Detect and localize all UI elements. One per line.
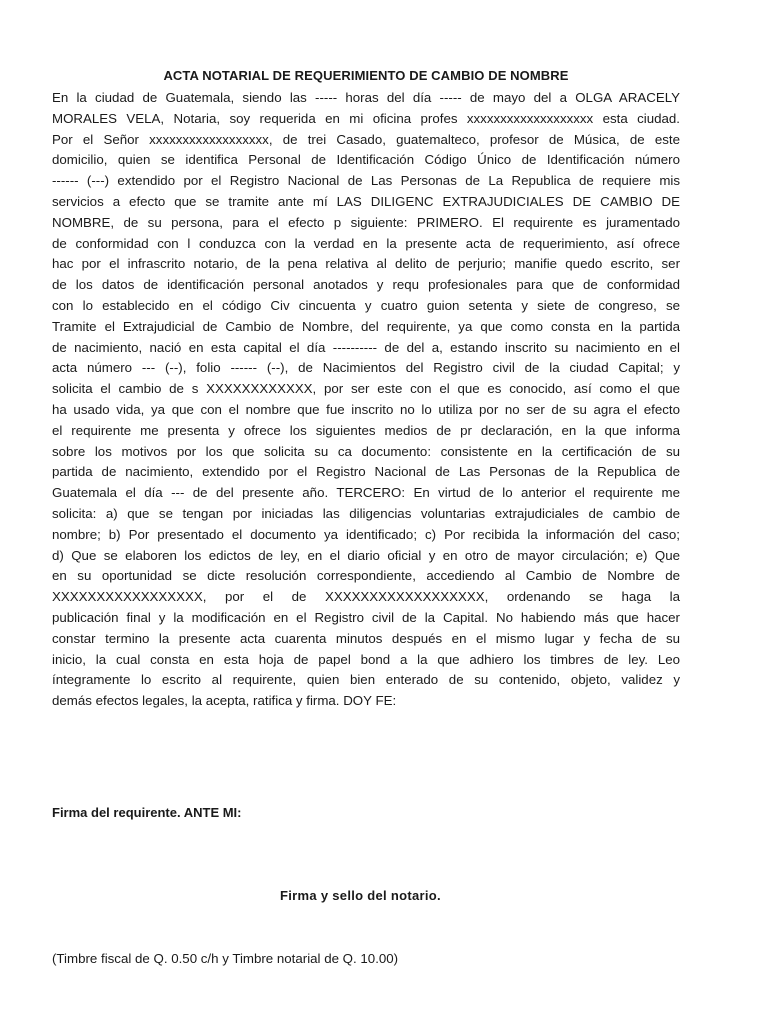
document-body: [52, 88, 680, 712]
document-title: ACTA NOTARIAL DE REQUERIMIENTO DE CAMBIO DE NOMBRE: [163, 68, 569, 83]
body-line: ha usado vida, ya que con el nombre que fue inscrito no lo utiliza por no ser de su agra el efecto: [52, 401, 680, 417]
body-line: domicilio, quien se identifica Personal de Identificación Código Único de Identificación número: [52, 152, 680, 168]
body-line: solicita el cambio de s XXXXXXXXXXXX, por ser este con el que es conocido, así como el que: [52, 381, 680, 397]
body-line: nombre; b) Por presentado el documento ya identificado; c) Por recibida la información del caso;: [52, 526, 680, 542]
body-line: Por el Señor xxxxxxxxxxxxxxxxxx, de trei Casado, guatemalteco, profesor de Música, de este: [52, 131, 680, 147]
body-line: En la ciudad de Guatemala, siendo las ----- horas del día ----- de mayo del a OLGA ARACELY: [52, 90, 680, 105]
body-line: partida de nacimiento, extendido por el Registro Nacional de Las Personas de la Republica de: [52, 464, 680, 480]
body-line: ------ (---) extendido por el Registro Nacional de Las Personas de La Republica de requiere mis: [52, 173, 680, 189]
timbres-note: (Timbre fiscal de Q. 0.50 c/h y Timbre notarial de Q. 10.00): [52, 951, 399, 966]
body-line: sobre los motivos por los que solicita su ca documento: consistente en la certificación de su: [52, 443, 680, 459]
body-line: de los datos de identificación personal anotados y requ profesionales para que de conformidad: [52, 277, 680, 293]
body-line: NOMBRE, de su persona, para el efecto p siguiente: PRIMERO. El requirente es juramentado: [52, 214, 680, 230]
body-line: en su oportunidad se dicte resolución correspondiente, accediendo al Cambio de Nombre de: [52, 568, 680, 584]
body-line: MORALES VELA, Notaria, soy requerida en mi oficina profes xxxxxxxxxxxxxxxxxxx esta ciudad.: [52, 110, 680, 126]
body-line: d) Que se elaboren los edictos de ley, en el diario oficial y en otro de mayor circulación; e) Que: [52, 547, 680, 563]
body-line: inicio, la cual consta en esta hoja de papel bond a la que adhiero los timbres de ley. Leo: [52, 651, 680, 667]
body-line: de conformidad con l conduzca con la verdad en la presente acta de requerimiento, así ofrece: [52, 235, 680, 251]
body-line: hac por el infrascrito notario, de la pena relativa al delito de perjurio; manifie quedo escrito, ser: [52, 256, 680, 272]
body-line: con lo establecido en el código Civ cincuenta y cuatro guion setenta y siete de congreso, se: [52, 297, 680, 313]
body-line: XXXXXXXXXXXXXXXXX, por el de XXXXXXXXXXXXXXXXXX, ordenando se haga la: [52, 589, 680, 605]
body-line: solicita: a) que se tengan por iniciadas las diligencias voluntarias extrajudiciales de cambio de: [52, 505, 680, 521]
notario-signature-label: Firma y sello del notario.: [280, 888, 441, 903]
body-line: íntegramente lo escrito al requirente, quien bien enterado de su contenido, objeto, validez y: [52, 672, 680, 688]
body-line: Tramite el Extrajudicial de Cambio de Nombre, del requirente, ya que como consta en la partida: [52, 318, 680, 334]
requirente-signature-label: Firma del requirente. ANTE MI:: [52, 805, 242, 820]
body-line: de nacimiento, nació en esta capital el día ---------- de del a, estando inscrito su nacimiento en el: [52, 339, 680, 355]
body-line: publicación final y la modificación en el Registro civil de la Capital. No habiendo más que hacer: [52, 609, 680, 625]
body-line: acta número --- (--), folio ------ (--), de Nacimientos del Registro civil de la ciudad Capital; y: [52, 360, 680, 376]
body-line: servicios a efecto que se tramite ante mí LAS DILIGENC EXTRAJUDICIALES DE CAMBIO DE: [52, 193, 680, 209]
body-line: demás efectos legales, la acepta, ratifica y firma. DOY FE:: [52, 693, 397, 709]
body-line: el requirente me presenta y ofrece los siguientes medios de pr declaración, en la que informa: [52, 422, 680, 438]
body-line: constar termino la presente acta cuarenta minutos después en el mismo lugar y fecha de su: [52, 630, 680, 646]
body-line: Guatemala el día --- de del presente año. TERCERO: En virtud de lo anterior el requirente me: [52, 485, 680, 501]
